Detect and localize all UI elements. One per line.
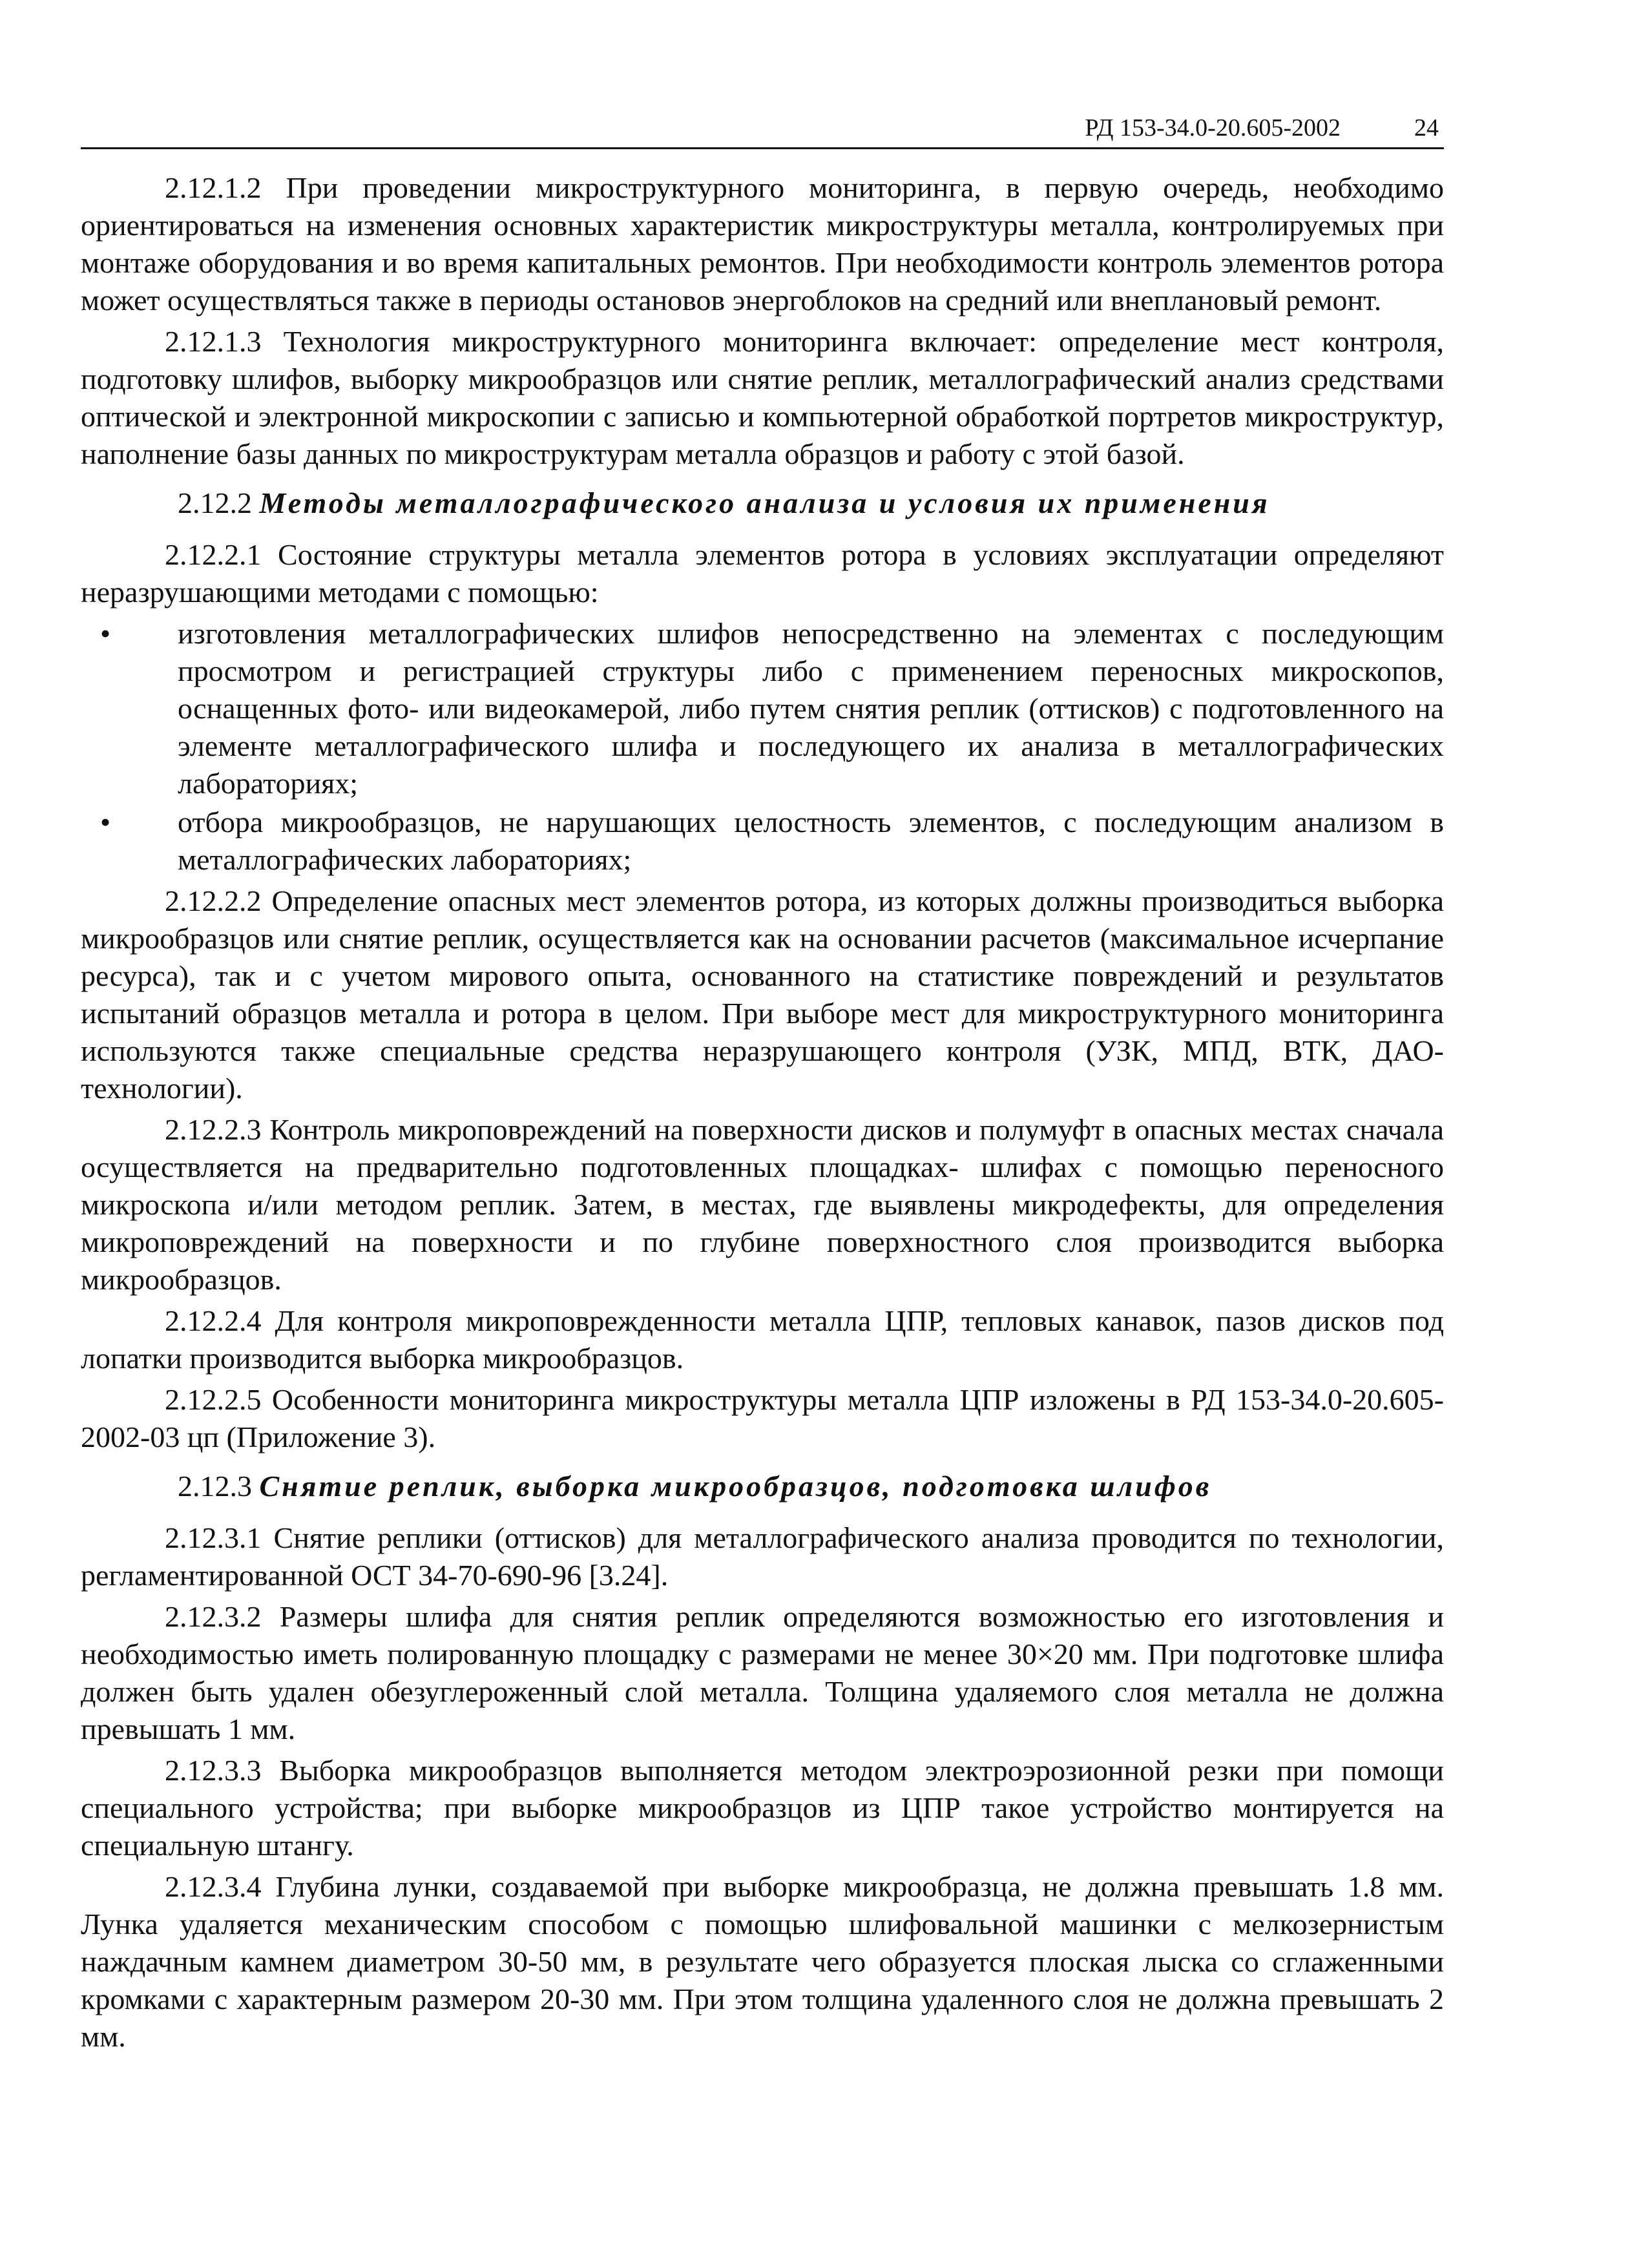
paragraph-2-12-3-4: 2.12.3.4 Глубина лунки, создаваемой при выборке микрообразца, не должна превышать 1.8 мм. Лунка удаляется механическим способом с помощью шлифовальной машинки с мелкозернистым наждачным камнем диаметром 30-50 мм, в результате чего образуется плоская лыска со сглаженными кромками с характерным размером 20-30 мм. При этом толщина удаленного слоя не должна превышать 2 мм. xyxy=(81,1870,1444,2053)
bullet-list xyxy=(81,615,1444,879)
section-number: 2.12.2 xyxy=(178,486,252,519)
paragraph-2-12-3-1: 2.12.3.1 Снятие реплики (оттисков) для металлографического анализа проводится по технологии, регламентированной ОСТ 34-70-690-96 [3.24]. xyxy=(81,1521,1444,1592)
section-number: 2.12.3 xyxy=(178,1470,252,1503)
section-heading-2-12-2 xyxy=(81,484,1444,522)
paragraph-2-12-1-2: 2.12.1.2 При проведении микроструктурного мониторинга, в первую очередь, необходимо ориентироваться на изменения основных характеристик микроструктуры металла, контролируемых при монтаже оборудования и во время капитальных ремонтов. При необходимости контроль элементов ротора может осуществляться также в периоды остановов энергоблоков на средний или внеплановый ремонт. xyxy=(81,171,1444,317)
section-title: Снятие реплик, выборка микрообразцов, подготовка шлифов xyxy=(259,1470,1212,1503)
list-item xyxy=(81,615,1444,802)
paragraph-2-12-2-2: 2.12.2.2 Определение опасных мест элементов ротора, из которых должны производиться выборка микрообразцов или снятие реплик, осуществляется как на основании расчетов (максимальное исчерпание ресурса), так и с учетом мирового опыта, основанного на статистике повреждений и результатов испытаний образцов металла и ротора в целом. При выборе мест для микроструктурного мониторинга используются также специальные средства неразрушающего контроля (УЗК, МПД, ВТК, ДАО-технологии). xyxy=(81,884,1444,1105)
list-item-text: изготовления металлографических шлифов непосредственно на элементах с последующим просмотром и регистрацией структуры либо с применением переносных микроскопов, оснащенных фото- или видеокамерой, либо путем снятия реплик (оттисков) с подготовленного на элементе металлографического шлифа и последующего их анализа в металлографических лабораториях; xyxy=(178,617,1444,800)
paragraph-2-12-3-3: 2.12.3.3 Выборка микрообразцов выполняется методом электроэрозионной резки при помощи специального устройства; при выборке микрообразцов из ЦПР такое устройство монтируется на специальную штангу. xyxy=(81,1754,1444,1862)
page-body xyxy=(81,169,1444,2059)
list-item xyxy=(81,804,1444,879)
bullet-icon: • xyxy=(100,617,111,650)
paragraph-2-12-1-3: 2.12.1.3 Технология микроструктурного мониторинга включает: определение мест контроля, подготовку шлифов, выборку микрообразцов или снятие реплик, металлографический анализ средствами оптической и электронной микроскопии с записью и компьютерной обработкой портретов микроструктур, наполнение базы данных по микроструктурам металла образцов и работу с этой базой. xyxy=(81,325,1444,470)
paragraph-2-12-3-2: 2.12.3.2 Размеры шлифа для снятия реплик определяются возможностью его изготовления и необходимостью иметь полированную площадку с размерами не менее 30×20 мм. При подготовке шлифа должен быть удален обезуглероженный слой металла. Толщина удаляемого слоя металла не должна превышать 1 мм. xyxy=(81,1600,1444,1745)
list-item-text: отбора микрообразцов, не нарушающих целостность элементов, с последующим анализом в металлографических лабораториях; xyxy=(178,806,1444,876)
paragraph-2-12-2-3: 2.12.2.3 Контроль микроповреждений на поверхности дисков и полумуфт в опасных местах сначала осуществляется на предварительно подготовленных площадках- шлифах с помощью переносного микроскопа и/или методом реплик. Затем, в местах, где выявлены микродефекты, для определения микроповреждений на поверхности и по глубине поверхностного слоя производится выборка микрообразцов. xyxy=(81,1113,1444,1296)
paragraph-2-12-2-5: 2.12.2.5 Особенности мониторинга микроструктуры металла ЦПР изложены в РД 153-34.0-20.605-2002-03 цп (Приложение 3). xyxy=(81,1383,1444,1453)
page-number: 24 xyxy=(1414,114,1439,141)
bullet-icon: • xyxy=(100,806,111,838)
section-heading-2-12-3 xyxy=(81,1468,1444,1505)
document-code: РД 153-34.0-20.605-2002 xyxy=(1085,114,1341,141)
section-title: Методы металлографического анализа и условия их применения xyxy=(259,486,1270,519)
paragraph-2-12-2-1: 2.12.2.1 Состояние структуры металла элементов ротора в условиях эксплуатации определяют неразрушающими методами с помощью: xyxy=(81,538,1444,609)
paragraph-2-12-2-4: 2.12.2.4 Для контроля микроповрежденности металла ЦПР, тепловых канавок, пазов дисков под лопатки производится выборка микрообразцов. xyxy=(81,1304,1444,1375)
page-header xyxy=(81,111,1444,149)
